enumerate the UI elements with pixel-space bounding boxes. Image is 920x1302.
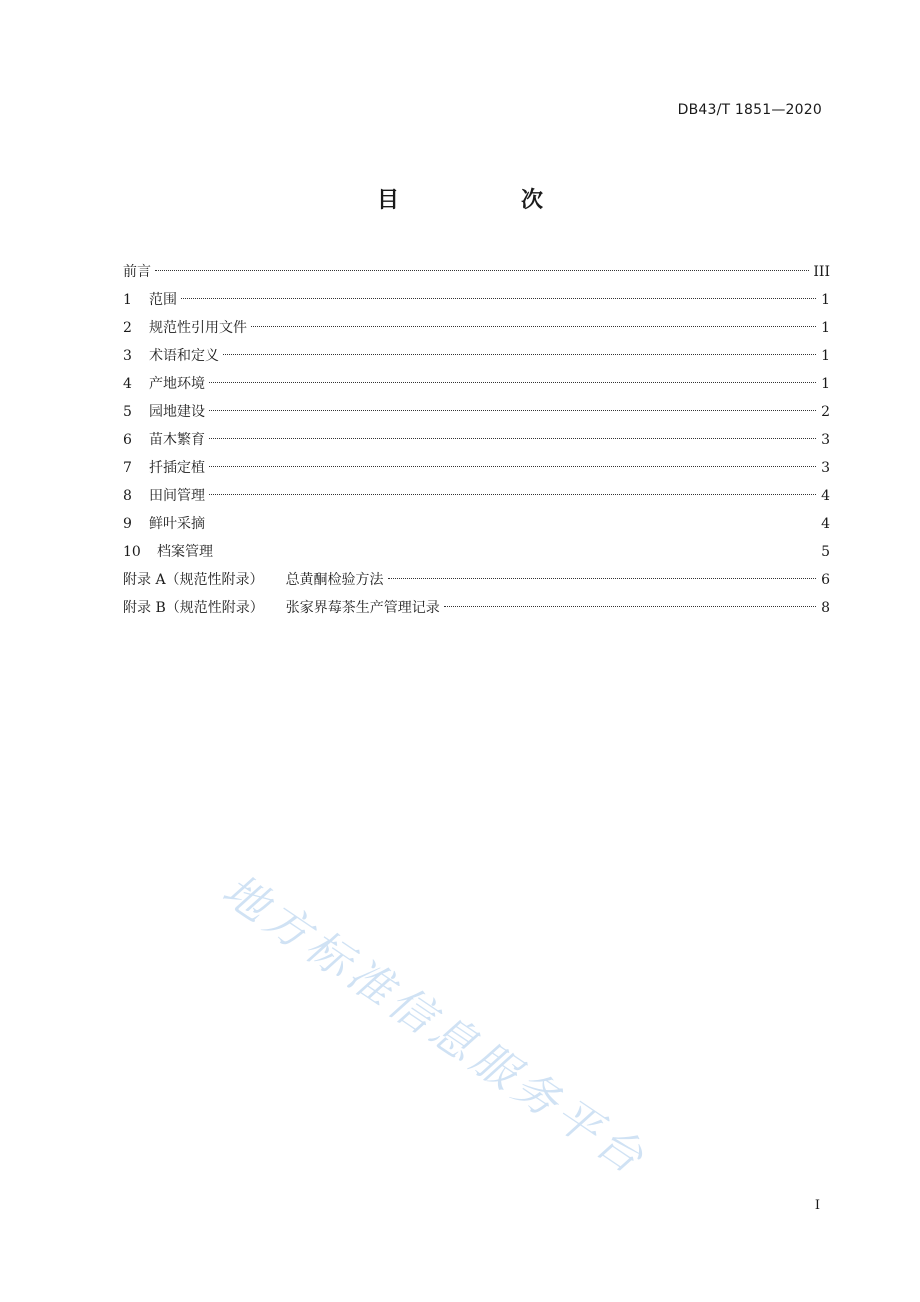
toc-entry[interactable] [123,426,830,454]
toc-entry[interactable] [123,538,830,566]
toc-entry-page: 1 [821,320,830,336]
toc-entry-page: 3 [821,460,830,476]
toc-entry-number: 4 [123,376,132,392]
toc-entry-number: 1 [123,292,132,308]
toc-entry-number: 6 [123,432,132,448]
toc-entry-page: 2 [821,404,830,420]
toc-entry-sublabel: 总黄酮检验方法 [285,572,384,588]
toc-leader-dots [251,326,816,327]
toc-entry-page: 8 [821,600,830,616]
toc-entry[interactable] [123,594,830,622]
toc-entry-number: 8 [123,488,132,504]
toc-leader-dots [209,466,816,467]
toc-entry[interactable] [123,510,830,538]
toc-entry-label: 术语和定义 [149,348,219,364]
toc-entry-label: 档案管理 [157,544,213,560]
toc-entry-page: III [813,264,830,280]
page-number: I [814,1198,820,1213]
toc-entry-number: 2 [123,320,132,336]
toc-entry-number: 5 [123,404,132,420]
toc-entry[interactable] [123,258,830,286]
toc-leader-dots [223,354,816,355]
toc-leader-dots [181,298,816,299]
toc-leader-dots [209,438,816,439]
toc-entry[interactable] [123,342,830,370]
toc-entry-label: 附录 B（规范性附录） [123,600,264,616]
standard-code: DB43/T 1851—2020 [677,102,822,118]
toc-entry-label: 产地环境 [149,376,205,392]
toc-entry-page: 4 [821,516,830,532]
toc-entry-page: 1 [821,348,830,364]
toc-entry-number: 9 [123,516,132,532]
toc-entry-label: 鲜叶采摘 [149,516,205,532]
toc-entry-label: 范围 [149,292,177,308]
toc-entry[interactable] [123,454,830,482]
toc-entry[interactable] [123,314,830,342]
toc-entry-page: 1 [821,292,830,308]
toc-leader-dots [444,606,816,607]
toc-entry-label: 前言 [123,264,151,280]
toc-entry[interactable] [123,398,830,426]
toc-entry-page: 6 [821,572,830,588]
toc-entry-sublabel: 张家界莓茶生产管理记录 [285,600,440,616]
table-of-contents [123,258,830,622]
toc-entry[interactable] [123,566,830,594]
toc-entry-label: 田间管理 [149,488,205,504]
toc-entry-number: 10 [123,544,141,560]
toc-entry-page: 5 [821,544,830,560]
toc-leader-dots [209,382,816,383]
toc-entry[interactable] [123,370,830,398]
toc-entry-label: 附录 A（规范性附录） [123,572,264,588]
toc-entry-page: 1 [821,376,830,392]
toc-leader-dots [155,270,809,271]
toc-entry-label: 园地建设 [149,404,205,420]
toc-entry-label: 扦插定植 [149,460,205,476]
toc-entry[interactable] [123,286,830,314]
toc-entry-number: 7 [123,460,132,476]
toc-entry[interactable] [123,482,830,510]
toc-entry-label: 规范性引用文件 [149,320,247,336]
watermark: 地方标准信息服务平台 [213,864,657,1187]
toc-entry-number: 3 [123,348,132,364]
toc-entry-page: 4 [821,488,830,504]
toc-leader-dots [209,494,816,495]
toc-entry-label: 苗木繁育 [149,432,205,448]
toc-leader-dots [388,578,816,579]
toc-leader-dots [209,410,816,411]
page-title: 目 次 [376,188,593,213]
toc-entry-page: 3 [821,432,830,448]
